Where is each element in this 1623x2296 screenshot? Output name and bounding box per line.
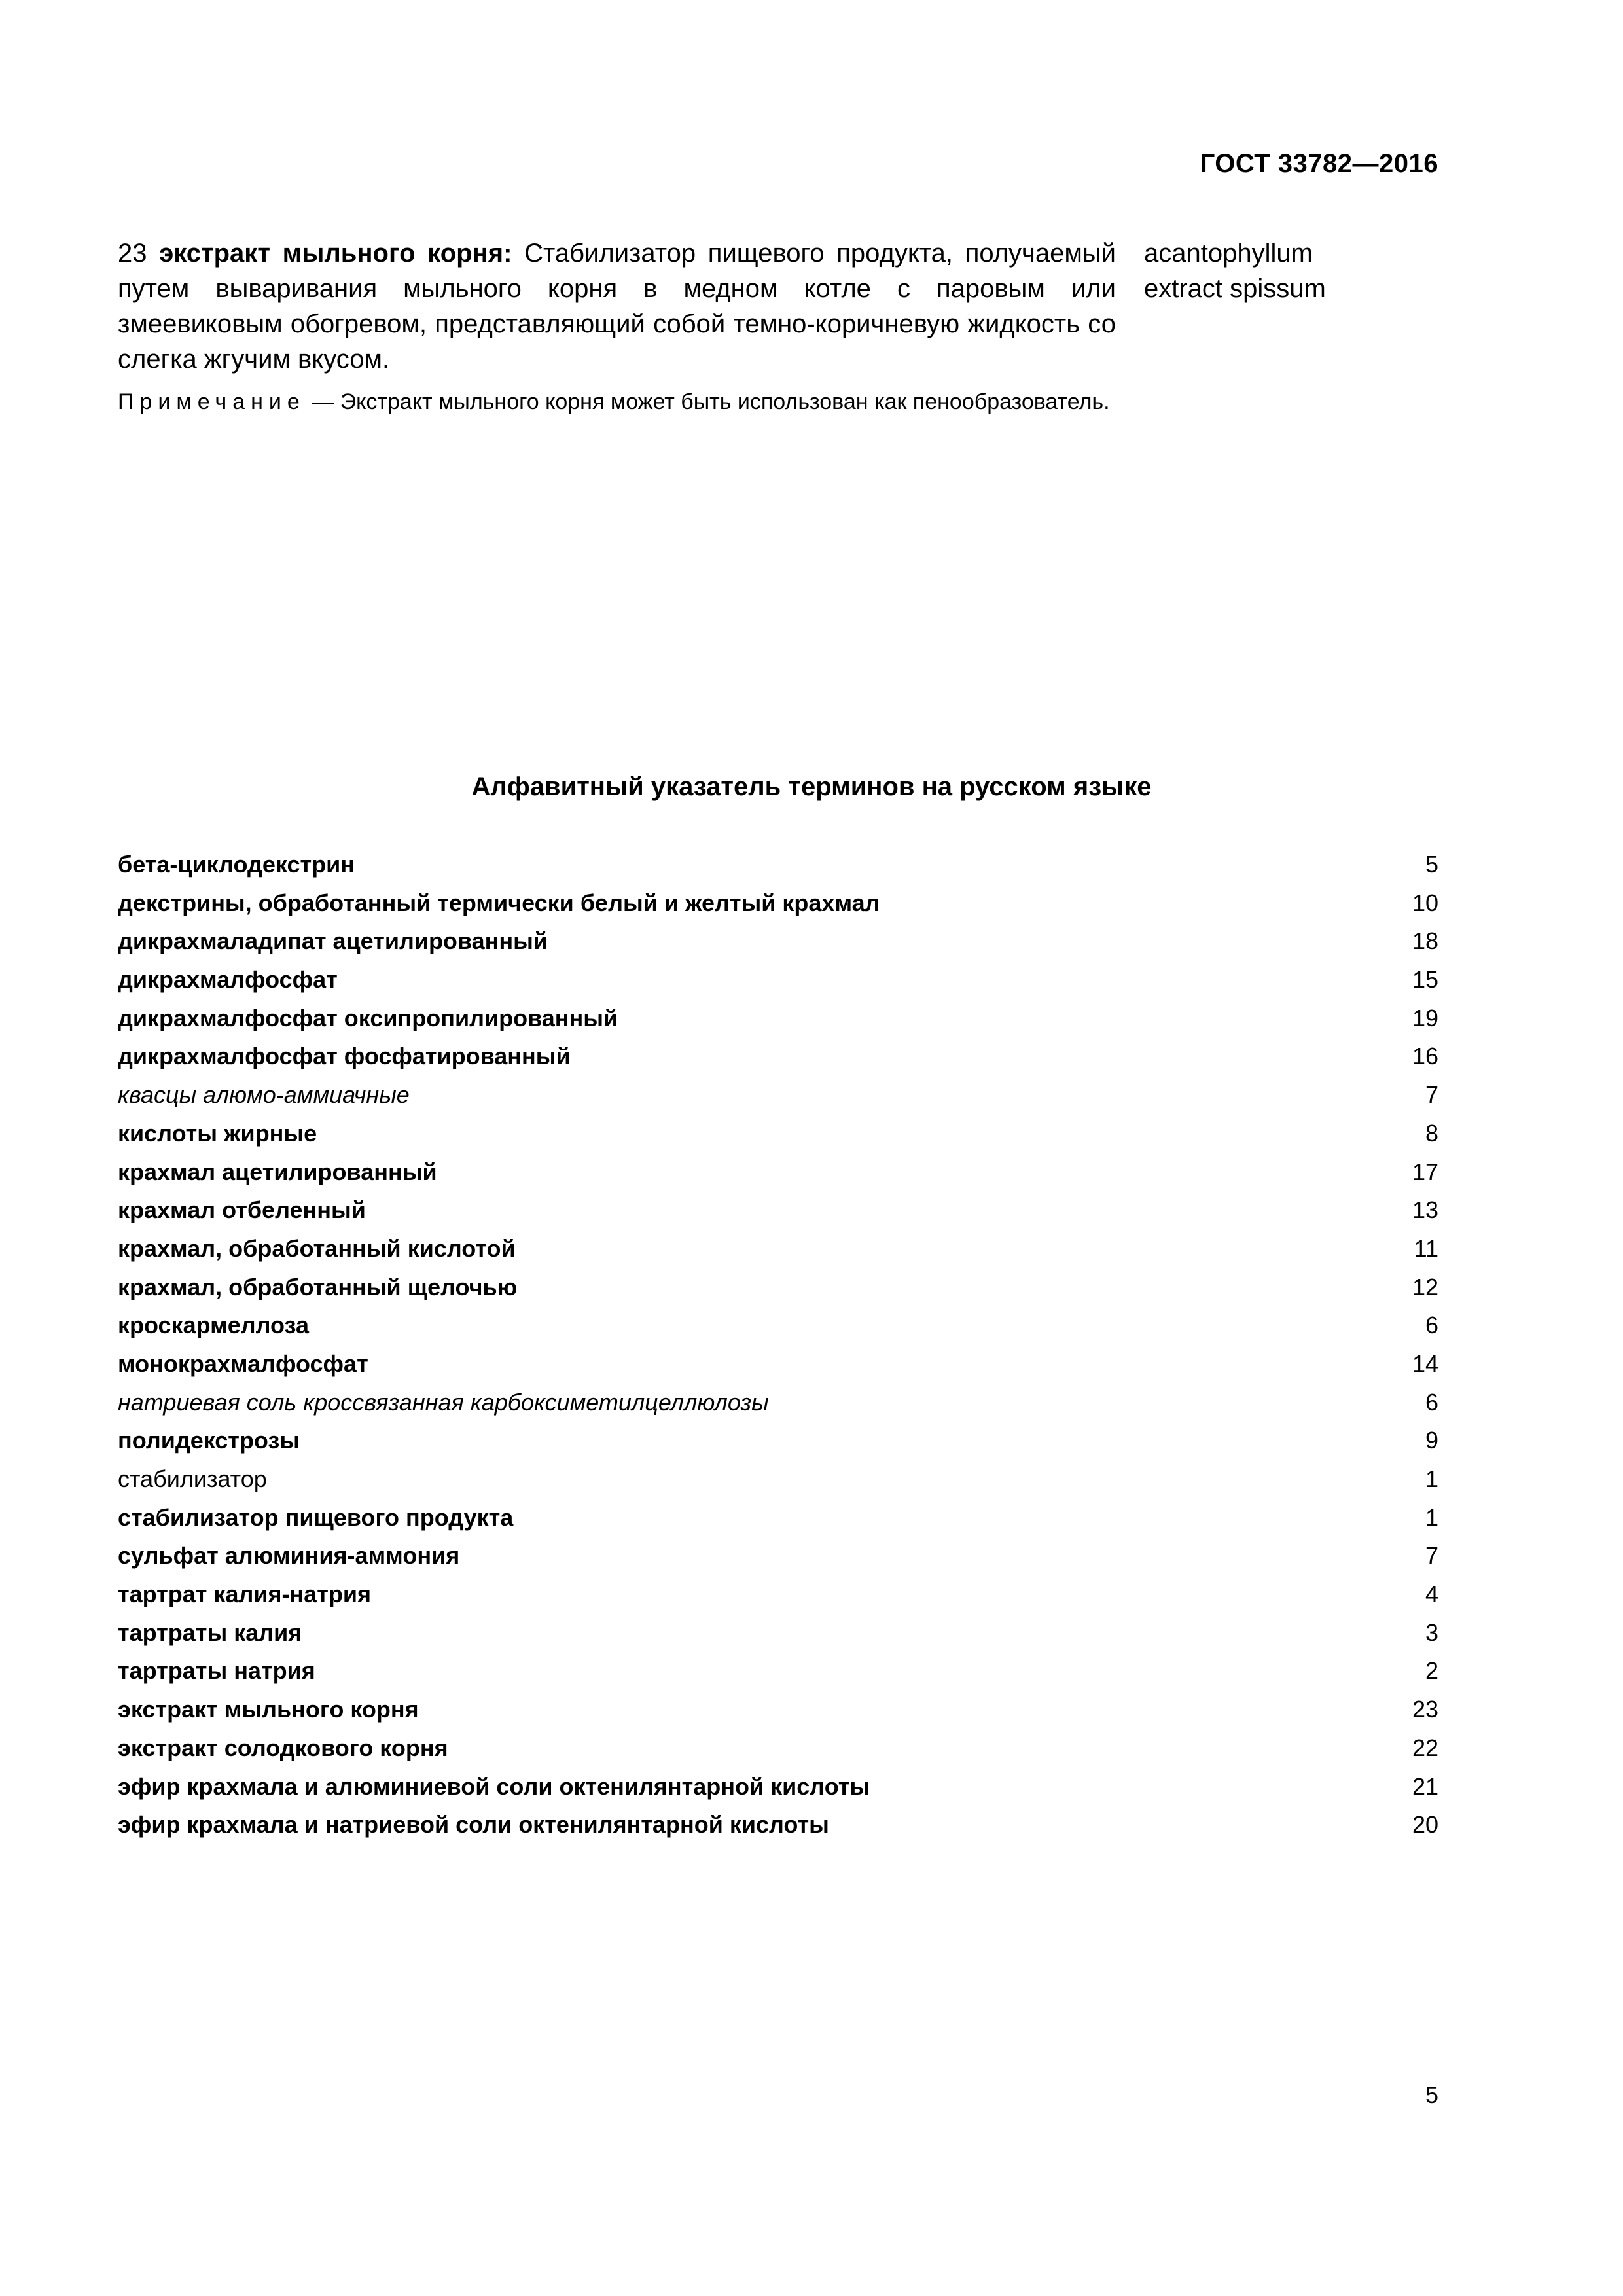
index-row <box>118 1043 1438 1081</box>
index-row <box>118 1350 1438 1389</box>
index-term: квасцы алюмо-аммиачные <box>118 1081 410 1109</box>
index-term: тартрат калия-натрия <box>118 1581 371 1608</box>
index-row <box>118 1542 1438 1581</box>
index-page-ref: 15 <box>1412 966 1438 994</box>
standard-designation: ГОСТ 33782—2016 <box>1200 149 1438 178</box>
index-row <box>118 1158 1438 1197</box>
index-row <box>118 1696 1438 1734</box>
note-label: Примечание <box>118 389 306 414</box>
index-term: полидекстрозы <box>118 1427 300 1454</box>
index-term: дикрахмаладипат ацетилированный <box>118 927 548 955</box>
index-term: бета-циклодекстрин <box>118 851 355 878</box>
index-term: дикрахмалфосфат фосфатированный <box>118 1043 571 1070</box>
index-title: Алфавитный указатель терминов на русском языке <box>471 772 1152 801</box>
index-page-ref: 6 <box>1425 1388 1438 1416</box>
term-name: экстракт мыльного корня: <box>159 239 512 268</box>
index-row <box>118 1504 1438 1543</box>
index-page-ref: 13 <box>1412 1196 1438 1224</box>
index-page-ref: 8 <box>1425 1119 1438 1147</box>
index-row <box>118 1274 1438 1312</box>
page-number: 5 <box>1425 2081 1438 2108</box>
index-page-ref: 7 <box>1425 1542 1438 1570</box>
index-row <box>118 1081 1438 1120</box>
index-row <box>118 1811 1438 1850</box>
index-row <box>118 1773 1438 1812</box>
index-page-ref: 20 <box>1412 1811 1438 1839</box>
index-row <box>118 1427 1438 1465</box>
index-term: крахмал, обработанный щелочью <box>118 1273 518 1300</box>
index-row <box>118 1196 1438 1235</box>
index-page-ref: 1 <box>1425 1503 1438 1531</box>
index-page-ref: 16 <box>1412 1043 1438 1070</box>
index-term: экстракт солодкового корня <box>118 1734 448 1761</box>
index-page-ref: 12 <box>1412 1273 1438 1300</box>
index-row <box>118 1005 1438 1043</box>
index-term: крахмал отбеленный <box>118 1196 366 1224</box>
index-page-ref: 14 <box>1412 1350 1438 1377</box>
index-page-ref: 22 <box>1412 1734 1438 1761</box>
note-text: — Экстракт мыльного корня может быть использован как пенообразователь. <box>305 389 1110 414</box>
index-page-ref: 2 <box>1425 1657 1438 1685</box>
term-entry <box>118 236 1433 418</box>
index-page-ref: 19 <box>1412 1004 1438 1031</box>
index-row <box>118 1657 1438 1696</box>
index-term: эфир крахмала и алюминиевой соли октенилянтарной кислоты <box>118 1772 870 1800</box>
index-term: крахмал ацетилированный <box>118 1158 437 1185</box>
index-row <box>118 1581 1438 1619</box>
index-page-ref: 10 <box>1412 889 1438 916</box>
english-line-2: extract spissum <box>1144 274 1326 303</box>
index-row <box>118 1389 1438 1427</box>
index-row <box>118 1619 1438 1658</box>
index-term: декстрины, обработанный термически белый и желтый крахмал <box>118 889 880 916</box>
note <box>118 386 1116 418</box>
index-row <box>118 1734 1438 1773</box>
index-page-ref: 23 <box>1412 1696 1438 1723</box>
index-term: монокрахмалфосфат <box>118 1350 368 1377</box>
index-row <box>118 927 1438 966</box>
index-row <box>118 851 1438 889</box>
index-page-ref: 17 <box>1412 1158 1438 1185</box>
index-term: кислоты жирные <box>118 1119 317 1147</box>
index-row <box>118 1235 1438 1274</box>
term-number: 23 <box>118 239 147 268</box>
definition-text: Стабилизатор пищевого продукта, получаемый путем вываривания мыльного корня в медном котле с паровым или змеевиковым обогревом, представляющий собой темно-коричневую жидкость со слегка жгучим вкусом. <box>118 239 1116 374</box>
index-term: эфир крахмала и натриевой соли октенилянтарной кислоты <box>118 1811 829 1839</box>
english-equivalent <box>1144 236 1326 306</box>
index-term: сульфат алюминия-аммония <box>118 1542 460 1570</box>
term-definition <box>118 236 1116 377</box>
index-term: тартраты натрия <box>118 1657 315 1685</box>
index-term: экстракт мыльного корня <box>118 1696 419 1723</box>
index-term: дикрахмалфосфат оксипропилированный <box>118 1004 618 1031</box>
index-page-ref: 18 <box>1412 927 1438 955</box>
index-page-ref: 1 <box>1425 1465 1438 1492</box>
index-page-ref: 9 <box>1425 1427 1438 1454</box>
index-page-ref: 4 <box>1425 1581 1438 1608</box>
index-term: стабилизатор <box>118 1465 267 1492</box>
index-row <box>118 1120 1438 1158</box>
index-page-ref: 21 <box>1412 1772 1438 1800</box>
index-page-ref: 7 <box>1425 1081 1438 1109</box>
index-row <box>118 966 1438 1005</box>
index-term: крахмал, обработанный кислотой <box>118 1234 516 1262</box>
index-page-ref: 6 <box>1425 1312 1438 1339</box>
index-term: тартраты калия <box>118 1619 302 1646</box>
index-page-ref: 3 <box>1425 1619 1438 1646</box>
english-line-1: acantophyllum <box>1144 239 1313 268</box>
index-term: кроскармеллоза <box>118 1312 309 1339</box>
index-page-ref: 11 <box>1414 1234 1438 1262</box>
index-term: дикрахмалфосфат <box>118 966 338 994</box>
index-page-ref: 5 <box>1425 851 1438 878</box>
index-row <box>118 889 1438 928</box>
index-term: натриевая соль кроссвязанная карбоксиметилцеллюлозы <box>118 1388 769 1416</box>
index-term: стабилизатор пищевого продукта <box>118 1503 514 1531</box>
index-row <box>118 1312 1438 1350</box>
alphabetical-index <box>118 851 1438 1850</box>
index-row <box>118 1465 1438 1504</box>
